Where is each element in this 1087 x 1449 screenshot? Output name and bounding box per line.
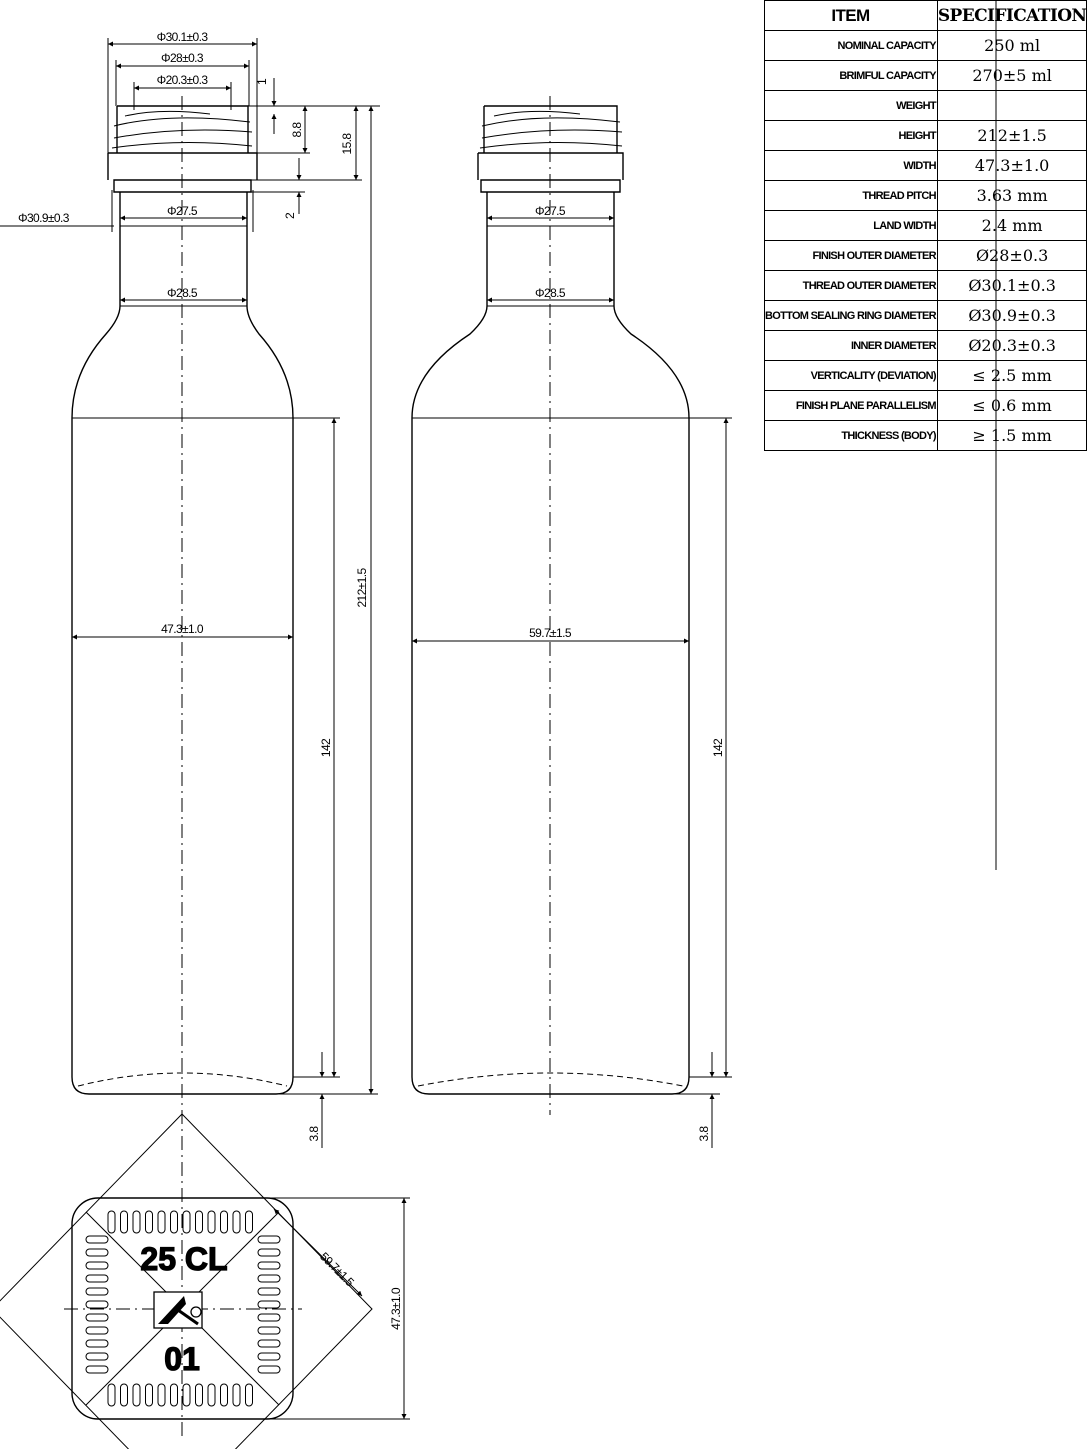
side-dim-neck-dia: Φ27.5 (535, 204, 565, 218)
stipple-bar (121, 1211, 128, 1233)
spec-value: 3.63 mm (937, 181, 1086, 211)
spec-item-label: THREAD OUTER DIAMETER (802, 279, 936, 292)
specification-table (764, 0, 1087, 451)
spec-item-label: BOTTOM SEALING RING DIAMETER (765, 309, 936, 322)
spec-value: Ø30.1±0.3 (937, 271, 1086, 301)
stipple-bar (86, 1353, 108, 1360)
spec-item-label: VERTICALITY (DEVIATION) (810, 369, 936, 382)
spec-row (765, 121, 1087, 151)
spec-item (765, 361, 938, 391)
side-dim-body-diagonal: 59.7±1.5 (529, 626, 571, 640)
stipple-bar (258, 1327, 280, 1334)
stipple-bar (108, 1211, 115, 1233)
spec-value: 212±1.5 (937, 121, 1086, 151)
header-item: ITEM (765, 1, 938, 31)
dim-total-height: 212±1.5 (355, 568, 369, 608)
stipple-bar (258, 1366, 280, 1373)
stipple-bar (258, 1301, 280, 1308)
stipple-bar (158, 1211, 165, 1233)
dim-thread-outer-dia: Φ30.1±0.3 (156, 30, 208, 44)
spec-row (765, 301, 1087, 331)
stipple-bar (133, 1384, 140, 1406)
spec-item (765, 31, 938, 61)
spec-value: Ø28±0.3 (937, 241, 1086, 271)
spec-item (765, 391, 938, 421)
spec-item-label: HEIGHT (898, 129, 936, 142)
stipple-bar (258, 1249, 280, 1256)
spec-value: ≥ 1.5 mm (937, 421, 1086, 451)
dim-neck-lower-dia: Φ28.5 (167, 286, 197, 300)
spec-item (765, 331, 938, 361)
stipple-bar (158, 1384, 165, 1406)
stipple-bar (246, 1384, 253, 1406)
stipple-bar (86, 1340, 108, 1347)
spec-value: 2.4 mm (937, 211, 1086, 241)
dim-base-height: 3.8 (307, 1126, 321, 1142)
side-thread-icon (480, 111, 622, 148)
stipple-bar (86, 1366, 108, 1373)
stipple-bar (196, 1211, 203, 1233)
bottom-dim-diagonal: 59.7±1.5 (317, 1249, 357, 1289)
stipple-bar (258, 1236, 280, 1243)
spec-item-label: NOMINAL CAPACITY (837, 39, 936, 52)
stipple-bar (171, 1384, 178, 1406)
spec-item (765, 91, 938, 121)
stipple-bar (258, 1314, 280, 1321)
stipple-bar (86, 1314, 108, 1321)
stipple-bar (183, 1211, 190, 1233)
dim-ring: 2 (283, 212, 297, 220)
header-specification: SPECIFICATION (937, 1, 1086, 31)
spec-item-label: THREAD PITCH (862, 189, 936, 202)
stipple-bar (233, 1384, 240, 1406)
stipple-bar (86, 1236, 108, 1243)
spec-table-header (765, 1, 1087, 31)
spec-item-label: INNER DIAMETER (850, 339, 936, 352)
spec-item-label: LAND WIDTH (873, 219, 936, 232)
spec-item-label: THICKNESS (BODY) (841, 429, 936, 442)
cavity-number: 01 (164, 1341, 200, 1377)
spec-item (765, 241, 938, 271)
spec-item (765, 121, 938, 151)
spec-row (765, 61, 1087, 91)
stipple-bar (221, 1211, 228, 1233)
spec-value: 47.3±1.0 (937, 151, 1086, 181)
spec-item-label: FINISH PLANE PARALLELISM (795, 399, 936, 412)
dim-lip: 1 (255, 78, 269, 86)
stipple-bar (86, 1275, 108, 1282)
side-dim-base-height: 3.8 (697, 1126, 711, 1142)
spec-item (765, 211, 938, 241)
spec-item (765, 421, 938, 451)
spec-value: Ø20.3±0.3 (937, 331, 1086, 361)
spec-item (765, 151, 938, 181)
stipple-bar (221, 1384, 228, 1406)
capacity-mark: 25 CL (140, 1241, 228, 1277)
spec-item-label: BRIMFUL CAPACITY (839, 69, 936, 82)
stipple-bar (208, 1384, 215, 1406)
dim-neck-dia: Φ27.5 (167, 204, 197, 218)
spec-row (765, 31, 1087, 61)
spec-value: ≤ 0.6 mm (937, 391, 1086, 421)
stipple-bar (86, 1327, 108, 1334)
stipple-bar (86, 1301, 108, 1308)
spec-row (765, 91, 1087, 121)
stipple-bar (258, 1262, 280, 1269)
stipple-bar (146, 1384, 153, 1406)
spec-row (765, 361, 1087, 391)
front-view (0, 30, 380, 1148)
stipple-bar (146, 1211, 153, 1233)
stipple-bar (246, 1211, 253, 1233)
side-dim-neck-lower-dia: Φ28.5 (535, 286, 565, 300)
dim-thread-height: 8.8 (290, 122, 304, 138)
spec-item-label: WEIGHT (896, 99, 936, 112)
spec-row (765, 391, 1087, 421)
dim-body-width: 47.3±1.0 (161, 622, 203, 636)
stipple-bar (258, 1340, 280, 1347)
spec-row (765, 181, 1087, 211)
spec-item (765, 271, 938, 301)
bottom-view (0, 1110, 410, 1449)
side-view (412, 96, 732, 1148)
spec-row (765, 271, 1087, 301)
stipple-bar (208, 1211, 215, 1233)
stipple-bar (258, 1353, 280, 1360)
stipple-bar (121, 1384, 128, 1406)
spec-row (765, 331, 1087, 361)
stipple-bar (233, 1211, 240, 1233)
dim-inner-dia: Φ20.3±0.3 (156, 73, 208, 87)
spec-row (765, 211, 1087, 241)
dim-body-height: 142 (319, 738, 333, 758)
stipple-bar (258, 1288, 280, 1295)
spec-item-label: FINISH OUTER DIAMETER (812, 249, 936, 262)
spec-value: ≤ 2.5 mm (937, 361, 1086, 391)
spec-row (765, 151, 1087, 181)
stipple-bar (86, 1288, 108, 1295)
stipple-bar (171, 1211, 178, 1233)
stipple-bar (133, 1211, 140, 1233)
spec-row (765, 421, 1087, 451)
spec-item (765, 61, 938, 91)
side-dim-body-height: 142 (711, 738, 725, 758)
spec-row (765, 241, 1087, 271)
dim-finish-height: 15.8 (340, 133, 354, 155)
stipple-bar (108, 1384, 115, 1406)
spec-item (765, 181, 938, 211)
dim-sealing-ring-dia: Φ30.9±0.3 (18, 211, 69, 225)
stipple-bar (86, 1262, 108, 1269)
spec-value: 250 ml (937, 31, 1086, 61)
spec-item-label: WIDTH (903, 159, 936, 172)
dim-finish-outer-dia: Φ28±0.3 (161, 51, 203, 65)
stipple-bar (86, 1249, 108, 1256)
spec-value: Ø30.9±0.3 (937, 301, 1086, 331)
stipple-bar (196, 1384, 203, 1406)
manufacturer-logo-icon (154, 1292, 202, 1328)
bottom-dim-width: 47.3±1.0 (389, 1288, 403, 1330)
spec-value (937, 91, 1086, 121)
spec-item (765, 301, 938, 331)
stipple-bar (183, 1384, 190, 1406)
spec-value: 270±5 ml (937, 61, 1086, 91)
stipple-bar (258, 1275, 280, 1282)
